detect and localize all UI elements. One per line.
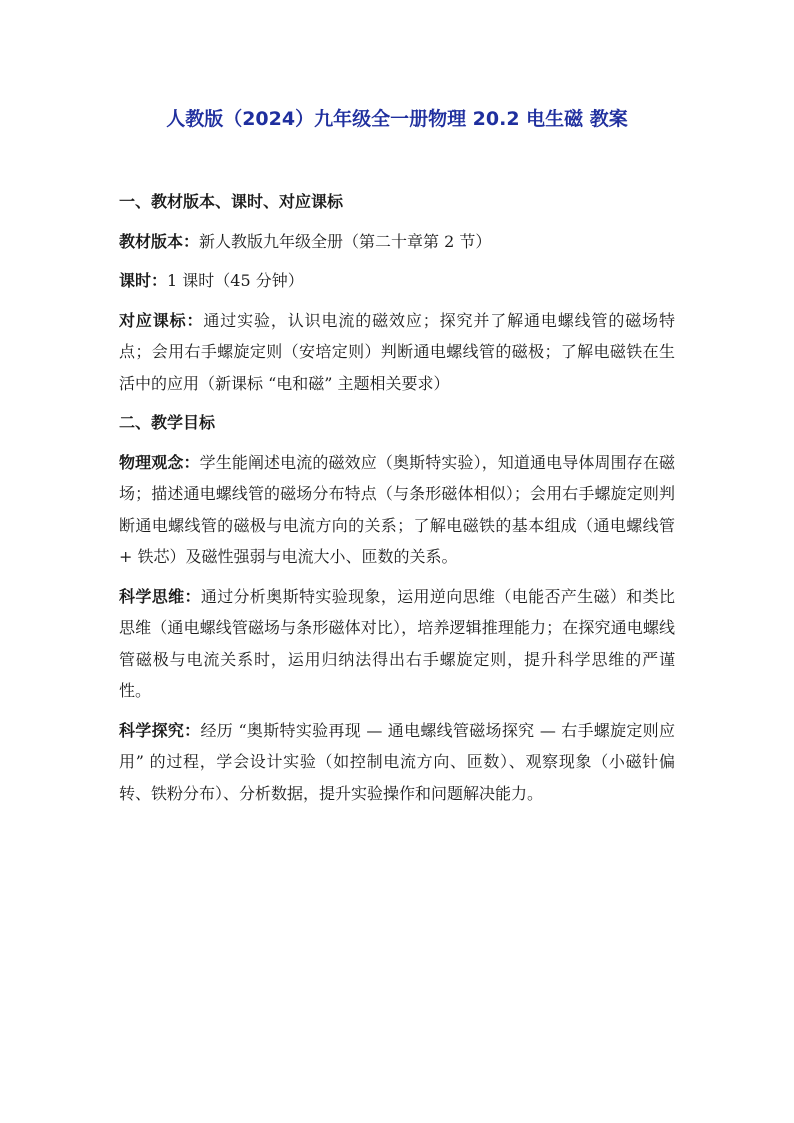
paragraph-curriculum-standard [119,305,675,400]
label-curriculum-standard: 对应课标： [119,310,204,330]
label-textbook-version: 教材版本： [119,231,200,251]
section-heading-1: 一、教材版本、课时、对应课标 [119,192,344,211]
text-scientific-thinking: 通过分析奥斯特实验现象，运用逆向思维（电能否产生磁）和类比思维（通电螺线管磁场与条形磁体对比），培养逻辑推理能力；在探究通电螺线管磁极与电流关系时，运用归纳法得出右手螺旋定则，提升科学思维的严谨性。 [119,586,675,700]
text-class-hours: 1 课时（45 分钟） [167,271,304,290]
label-class-hours: 课时： [119,271,168,290]
text-scientific-inquiry: 经历 “奥斯特实验再现 — 通电螺线管磁场探究 — 右手螺旋定则应用” 的过程，学会设计实验（如控制电流方向、匝数）、观察现象（小磁针偏转、铁粉分布）、分析数据，提升实验操作和问题解决能力。 [119,720,675,803]
paragraph-textbook-version [119,226,675,258]
label-physics-concept: 物理观念： [119,452,200,472]
text-physics-concept: 学生能阐述电流的磁效应（奥斯特实验），知道通电导体周围存在磁场；描述通电螺线管的磁场分布特点（与条形磁体相似）；会用右手螺旋定则判断通电螺线管的磁极与电流方向的关系；了解电磁铁的基本组成（通电螺线管 + 铁芯）及磁性强弱与电流大小、匝数的关系。 [119,452,675,566]
section-heading-2: 二、教学目标 [119,413,216,432]
paragraph-scientific-thinking [119,581,675,707]
text-textbook-version: 新人教版九年级全册（第二十章第 2 节） [199,231,492,251]
document-body [119,186,675,817]
paragraph-scientific-inquiry [119,715,675,810]
label-scientific-thinking: 科学思维： [119,586,201,606]
paragraph-physics-concept [119,447,675,573]
label-scientific-inquiry: 科学探究： [119,720,201,740]
text-curriculum-standard: 通过实验，认识电流的磁效应；探究并了解通电螺线管的磁场特点；会用右手螺旋定则（安培定则）判断通电螺线管的磁极；了解电磁铁在生活中的应用（新课标 “电和磁” 主题相关要求） [119,310,675,393]
document-title: 人教版（2024）九年级全一册物理 20.2 电生磁 教案 [166,108,628,130]
paragraph-class-hours [119,265,675,297]
